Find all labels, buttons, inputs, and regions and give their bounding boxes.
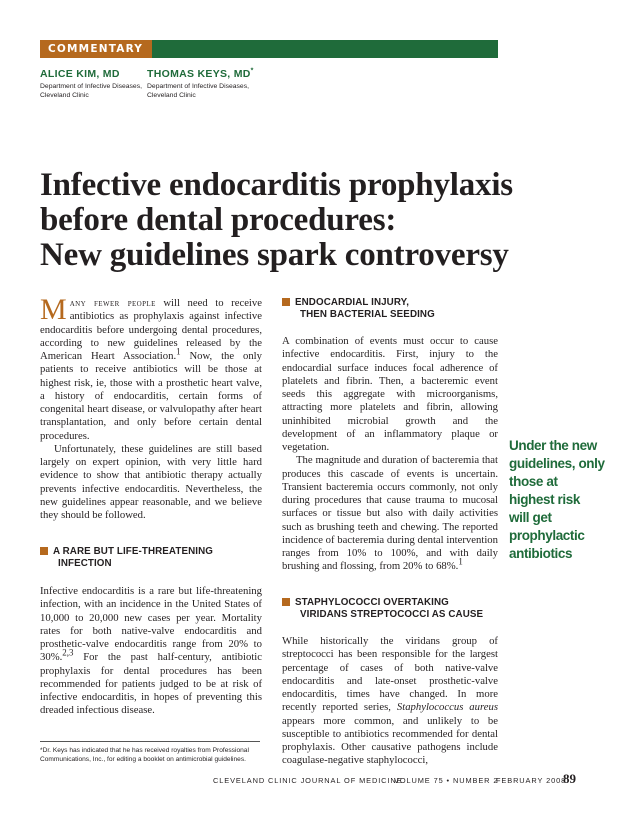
heading-bullet-icon bbox=[40, 547, 48, 555]
intro-paragraph-1 bbox=[40, 293, 262, 443]
pull-quote-line: prophylactic bbox=[509, 528, 585, 543]
ref-1: 1 bbox=[176, 346, 181, 357]
author-1 bbox=[40, 68, 142, 100]
drop-cap: M bbox=[40, 293, 67, 326]
section-2-paragraph-1: A combination of events must occur to cause infective endocarditis. First, injury to the endocardial surface induces focal adherence of platelets and fibrin. Then, a bacteremic event seeds this aggregate with microorganisms, attracting more platelets and fibrin, allowing uninhibited microbial growth and the development of an inflammatory plaque or vegetation. bbox=[282, 335, 498, 453]
footnote: *Dr. Keys has indicated that he has received royalties from Professional Communications, Inc., for editing a booklet on antimicrobial guidelines. bbox=[40, 747, 249, 763]
section-heading-endocardial-injury bbox=[282, 297, 498, 321]
intro-p1-tail: Now, the only patients to receive antibiotics will be those at highest risk, ie, those with a prosthetic heart valve, a history of endocarditis, certain forms of congenital heart disease, or valvulopathy after heart transplantation, and only before certain dental procedures. bbox=[40, 350, 262, 442]
intro-paragraph-2: Unfortunately, these guidelines are still based largely on expert opinion, with very little hard evidence to show that antibiotic therapy actually prevents infective endocarditis. Nevertheless, the new guidelines appear reasonable, and we believe they should be followed. bbox=[40, 442, 262, 521]
title-line-1: Infective endocarditis prophylaxis bbox=[40, 167, 513, 203]
pull-quote-line: Under the new bbox=[509, 438, 597, 453]
footnote-divider bbox=[40, 741, 260, 742]
pull-quote-line: guidelines, only bbox=[509, 456, 605, 471]
author-2-affiliation-dept: Department of Infective Diseases, bbox=[147, 83, 249, 90]
issue-date: FEBRUARY 2008 bbox=[496, 776, 567, 785]
author-2 bbox=[147, 68, 254, 100]
pull-quote bbox=[509, 437, 605, 563]
author-2-affiliation-inst: Cleveland Clinic bbox=[147, 92, 196, 99]
volume-number: VOLUME 75 • NUMBER 2 bbox=[394, 776, 499, 785]
article-title bbox=[40, 168, 560, 273]
section-2-text bbox=[282, 335, 498, 574]
ref-1-b: 1 bbox=[458, 556, 463, 567]
intro-lead: any fewer people bbox=[69, 297, 156, 309]
pull-quote-line: highest risk bbox=[509, 492, 580, 507]
intro-text bbox=[40, 293, 262, 522]
title-line-2: before dental procedures: bbox=[40, 202, 397, 238]
section-1-text-a: Infective endocarditis is a rare but life-threatening infection, with an incidence in the United States of 10,000 to 20,000 new cases per year. Mortality rates for both native-valve endocarditis and prosthetic-valve endocarditis range from 20% to 30%. bbox=[40, 585, 262, 664]
heading-line-1: A RARE BUT LIFE-THREATENING bbox=[53, 546, 213, 557]
heading-bullet-icon bbox=[282, 598, 290, 606]
heading-line-1: ENDOCARDIAL INJURY, bbox=[295, 297, 410, 308]
section-3-paragraph bbox=[282, 635, 498, 768]
heading-bullet-icon bbox=[282, 298, 290, 306]
section-1-text-b: For the past half-century, antibiotic prophylaxis for dental procedures has been recommended for patients judged to be at risk of infective endocarditis, in hopes of preventing this dreaded infectious disease. bbox=[40, 651, 262, 717]
section-label: COMMENTARY bbox=[40, 40, 152, 58]
intro-p1-text: will need to receive antibiotics as prophylaxis against infective endocarditis before undergoing dental procedures, according to new guidelines released by the American Heart Association. bbox=[40, 297, 262, 362]
section-heading-staphylococci bbox=[282, 597, 498, 621]
author-1-affiliation-inst: Cleveland Clinic bbox=[40, 92, 89, 99]
section-3-text bbox=[282, 635, 498, 768]
section-1-paragraph bbox=[40, 585, 262, 718]
author-2-footnote-mark: * bbox=[250, 67, 254, 75]
section-3-italic: Staphylococcus aureus bbox=[396, 701, 498, 714]
heading-line-2: VIRIDANS STREPTOCOCCI AS CAUSE bbox=[300, 609, 484, 620]
section-2-text-a: The magnitude and duration of bacteremia that produces this cascade of events is uncertain. Transient bacteremia occurs commonly, not only during procedures that cause trauma to mucosal surfaces or tissue but also with daily activities such as brushing teeth and chewing. The reported incidence of bacteremia during dental intervention ranges from 10% to 100%, and with daily brushing and flossing, from 20% to 68%. bbox=[282, 454, 498, 573]
heading-line-2: INFECTION bbox=[58, 558, 112, 569]
section-3-text-a: While historically the viridans group of streptococci has been responsible for the largest percentage of cases of both native-valve endocarditis and late-onset prosthetic-valve endocarditis, times have changed. In more recently reported series, bbox=[282, 635, 498, 714]
author-2-name: THOMAS KEYS, MD bbox=[147, 68, 251, 80]
pull-quote-line: antibiotics bbox=[509, 546, 573, 561]
author-1-affiliation-dept: Department of Infective Diseases, bbox=[40, 83, 142, 90]
pull-quote-line: those at bbox=[509, 474, 558, 489]
section-heading-rare-infection bbox=[40, 546, 262, 570]
author-1-name: ALICE KIM, MD bbox=[40, 68, 120, 80]
journal-name: CLEVELAND CLINIC JOURNAL OF MEDICINE bbox=[213, 776, 403, 785]
title-line-3: New guidelines spark controversy bbox=[40, 237, 509, 273]
section-1-text bbox=[40, 585, 262, 718]
heading-line-1: STAPHYLOCOCCI OVERTAKING bbox=[295, 597, 449, 608]
page-number: 89 bbox=[563, 771, 576, 786]
section-3-text-b: appears more common, and unlikely to be susceptible to antibiotics recommended for dental prophylaxis. Other causative pathogens include coagulase-negative staphylococci, bbox=[282, 714, 498, 767]
ref-2-3: 2,3 bbox=[62, 647, 74, 658]
pull-quote-line: will get bbox=[509, 510, 552, 525]
section-2-paragraph-2 bbox=[282, 454, 498, 573]
heading-line-2: THEN BACTERIAL SEEDING bbox=[300, 309, 435, 320]
